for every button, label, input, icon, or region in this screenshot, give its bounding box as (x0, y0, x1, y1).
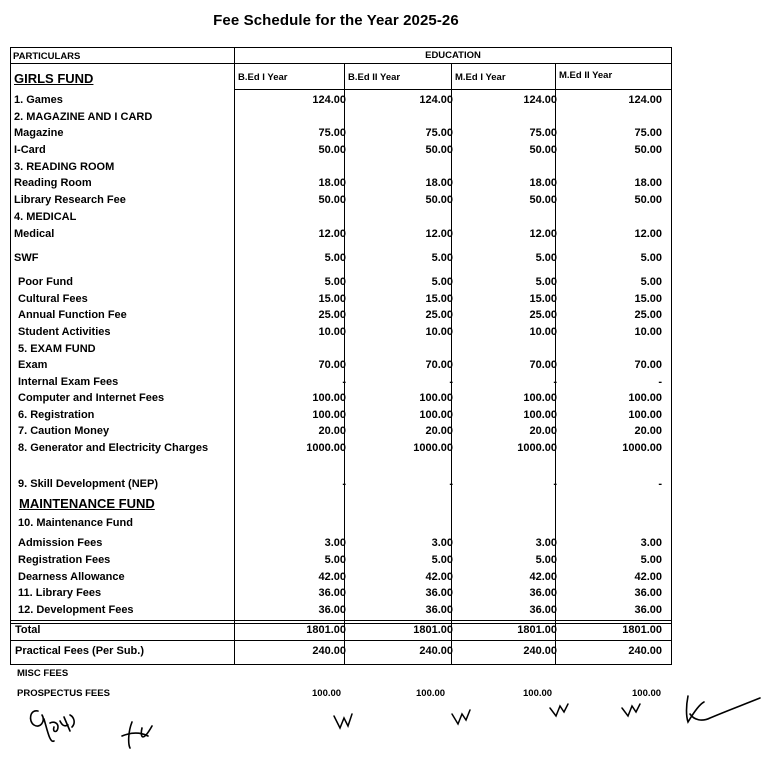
signature-3 (680, 692, 764, 728)
fee-value: 124.00 (628, 94, 662, 106)
row-label: 4. MEDICAL (14, 211, 77, 223)
table-divider-particulars (234, 47, 235, 665)
fee-value: 36.00 (634, 604, 662, 616)
fee-value: 25.00 (425, 309, 453, 321)
row-label: 3. READING ROOM (14, 161, 115, 173)
row-label: Magazine (14, 127, 64, 139)
signature-2 (118, 718, 158, 752)
row-label: 1. Games (14, 94, 63, 106)
fee-value: 1000.00 (413, 442, 453, 454)
row-label: 5. EXAM FUND (18, 343, 96, 355)
row-label: 8. Generator and Electricity Charges (18, 442, 209, 454)
table-border-top (10, 47, 672, 48)
fee-value: 12.00 (529, 228, 557, 240)
total-rule-top-1 (10, 620, 672, 621)
fee-value: 124.00 (523, 94, 557, 106)
fee-value: 36.00 (529, 587, 557, 599)
fee-value: 3.00 (640, 537, 662, 549)
row-label: Poor Fund (18, 276, 73, 288)
column-header: B.Ed I Year (238, 72, 288, 83)
fee-value: 100.00 (523, 392, 557, 404)
row-label: Reading Room (14, 177, 92, 189)
fee-value: 5.00 (324, 276, 346, 288)
fee-value: 36.00 (425, 587, 453, 599)
fee-value: 5.00 (535, 252, 557, 264)
row-label: 10. Maintenance Fund (18, 517, 133, 529)
initials-4 (618, 700, 646, 722)
fee-value: 100.00 (523, 409, 557, 421)
fee-value: 25.00 (529, 309, 557, 321)
fee-value: 5.00 (535, 276, 557, 288)
row-label: 11. Library Fees (18, 587, 102, 599)
row-label: Library Research Fee (14, 194, 126, 206)
fee-value: - (342, 478, 346, 490)
fee-value: 50.00 (425, 194, 453, 206)
row-label: Computer and Internet Fees (18, 392, 165, 404)
row-label: Admission Fees (18, 537, 103, 549)
table-border-left (10, 47, 11, 665)
fee-value: 18.00 (425, 177, 453, 189)
row-label: 6. Registration (18, 409, 95, 421)
fee-value: 70.00 (529, 359, 557, 371)
row-label: 7. Caution Money (18, 425, 110, 437)
fee-value: 100.00 (628, 392, 662, 404)
fee-value: 70.00 (318, 359, 346, 371)
fee-value: 42.00 (529, 571, 557, 583)
fee-value: 100.00 (312, 409, 346, 421)
fee-value: 10.00 (529, 326, 557, 338)
subheader-rule (234, 89, 672, 90)
fee-value: 36.00 (529, 604, 557, 616)
fee-value: 75.00 (425, 127, 453, 139)
row-label: 12. Development Fees (18, 604, 134, 616)
initials-1 (330, 710, 358, 732)
education-header: EDUCATION (425, 50, 481, 61)
page-title: Fee Schedule for the Year 2025-26 (213, 12, 459, 29)
fee-value: 75.00 (634, 127, 662, 139)
prospectus-fee-value: 100.00 (416, 688, 446, 699)
fee-value: 25.00 (318, 309, 346, 321)
girls-fund-heading: GIRLS FUND (14, 71, 94, 86)
fee-value: 10.00 (318, 326, 346, 338)
fee-value: 100.00 (419, 409, 453, 421)
particulars-header: PARTICULARS (13, 51, 81, 62)
misc-fees-label: MISC FEES (17, 668, 69, 679)
fee-value: 36.00 (425, 604, 453, 616)
prospectus-fee-value: 100.00 (523, 688, 553, 699)
fee-value: 1000.00 (622, 442, 662, 454)
row-label: Practical Fees (Per Sub.) (15, 645, 144, 657)
row-label: I-Card (14, 144, 46, 156)
fee-value: 1801.00 (306, 624, 346, 636)
fee-value: 5.00 (324, 252, 346, 264)
total-rule-bottom (10, 640, 672, 641)
fee-value: 42.00 (318, 571, 346, 583)
fee-value: 3.00 (431, 537, 453, 549)
fee-value: 75.00 (529, 127, 557, 139)
row-label: Exam (18, 359, 48, 371)
fee-value: - (449, 478, 453, 490)
fee-value: - (553, 478, 557, 490)
row-label: Annual Function Fee (18, 309, 127, 321)
header-rule-left (10, 63, 234, 64)
fee-value: 15.00 (425, 293, 453, 305)
fee-value: 12.00 (634, 228, 662, 240)
initials-3 (546, 700, 574, 722)
fee-value: 20.00 (425, 425, 453, 437)
fee-value: 20.00 (634, 425, 662, 437)
fee-table (10, 47, 672, 665)
fee-value: 75.00 (318, 127, 346, 139)
fee-value: 12.00 (318, 228, 346, 240)
row-label: Cultural Fees (18, 293, 88, 305)
fee-value: 50.00 (425, 144, 453, 156)
fee-value: 50.00 (529, 194, 557, 206)
fee-value: 50.00 (318, 144, 346, 156)
column-header: B.Ed II Year (348, 72, 401, 83)
fee-value: 20.00 (318, 425, 346, 437)
fee-value: 5.00 (324, 554, 346, 566)
fee-value: 42.00 (634, 571, 662, 583)
fee-value: 100.00 (312, 392, 346, 404)
row-label: Dearness Allowance (18, 571, 125, 583)
fee-value: 1801.00 (622, 624, 662, 636)
fee-value: 42.00 (425, 571, 453, 583)
fee-value: - (658, 478, 662, 490)
row-label: 2. MAGAZINE AND I CARD (14, 111, 153, 123)
fee-value: 70.00 (634, 359, 662, 371)
fee-value: 36.00 (634, 587, 662, 599)
maintenance-fund-heading: MAINTENANCE FUND (19, 496, 155, 511)
fee-value: 50.00 (318, 194, 346, 206)
fee-value: 15.00 (318, 293, 346, 305)
fee-value: 1801.00 (517, 624, 557, 636)
fee-value: - (342, 376, 346, 388)
fee-value: 100.00 (419, 392, 453, 404)
fee-value: 240.00 (312, 645, 346, 657)
fee-value: 5.00 (431, 554, 453, 566)
fee-value: 12.00 (425, 228, 453, 240)
row-label: Student Activities (18, 326, 111, 338)
column-header: M.Ed I Year (455, 72, 506, 83)
fee-value: 5.00 (640, 276, 662, 288)
fee-value: 5.00 (535, 554, 557, 566)
fee-value: 15.00 (634, 293, 662, 305)
fee-value: 10.00 (634, 326, 662, 338)
fee-value: 124.00 (312, 94, 346, 106)
fee-value: 50.00 (634, 144, 662, 156)
row-label: 9. Skill Development (NEP) (18, 478, 158, 490)
prospectus-fees-label: PROSPECTUS FEES (17, 688, 110, 699)
table-border-right (671, 47, 672, 665)
fee-value: 1801.00 (413, 624, 453, 636)
fee-value: 10.00 (425, 326, 453, 338)
fee-value: - (449, 376, 453, 388)
signature-1 (24, 703, 84, 749)
fee-value: 5.00 (431, 276, 453, 288)
row-label: Total (15, 624, 41, 636)
fee-value: 15.00 (529, 293, 557, 305)
table-border-bottom (10, 664, 672, 665)
fee-value: 5.00 (640, 554, 662, 566)
fee-value: - (658, 376, 662, 388)
fee-value: 240.00 (523, 645, 557, 657)
fee-value: 240.00 (419, 645, 453, 657)
header-rule-right (234, 63, 672, 64)
row-label: Registration Fees (18, 554, 111, 566)
fee-value: 70.00 (425, 359, 453, 371)
fee-value: 20.00 (529, 425, 557, 437)
prospectus-fee-value: 100.00 (632, 688, 662, 699)
prospectus-fee-value: 100.00 (312, 688, 342, 699)
fee-value: 100.00 (628, 409, 662, 421)
row-label: Medical (14, 228, 55, 240)
fee-value: 3.00 (535, 537, 557, 549)
fee-value: 5.00 (431, 252, 453, 264)
fee-value: 36.00 (318, 587, 346, 599)
row-label: SWF (14, 252, 39, 264)
initials-2 (448, 706, 476, 728)
fee-value: 18.00 (318, 177, 346, 189)
fee-value: 18.00 (529, 177, 557, 189)
fee-value: - (553, 376, 557, 388)
fee-value: 1000.00 (517, 442, 557, 454)
fee-value: 124.00 (419, 94, 453, 106)
column-header: M.Ed II Year (559, 70, 613, 81)
row-label: Internal Exam Fees (18, 376, 119, 388)
fee-value: 3.00 (324, 537, 346, 549)
fee-value: 240.00 (628, 645, 662, 657)
fee-value: 1000.00 (306, 442, 346, 454)
fee-value: 25.00 (634, 309, 662, 321)
fee-value: 5.00 (640, 252, 662, 264)
fee-value: 36.00 (318, 604, 346, 616)
fee-value: 18.00 (634, 177, 662, 189)
fee-value: 50.00 (634, 194, 662, 206)
fee-value: 50.00 (529, 144, 557, 156)
